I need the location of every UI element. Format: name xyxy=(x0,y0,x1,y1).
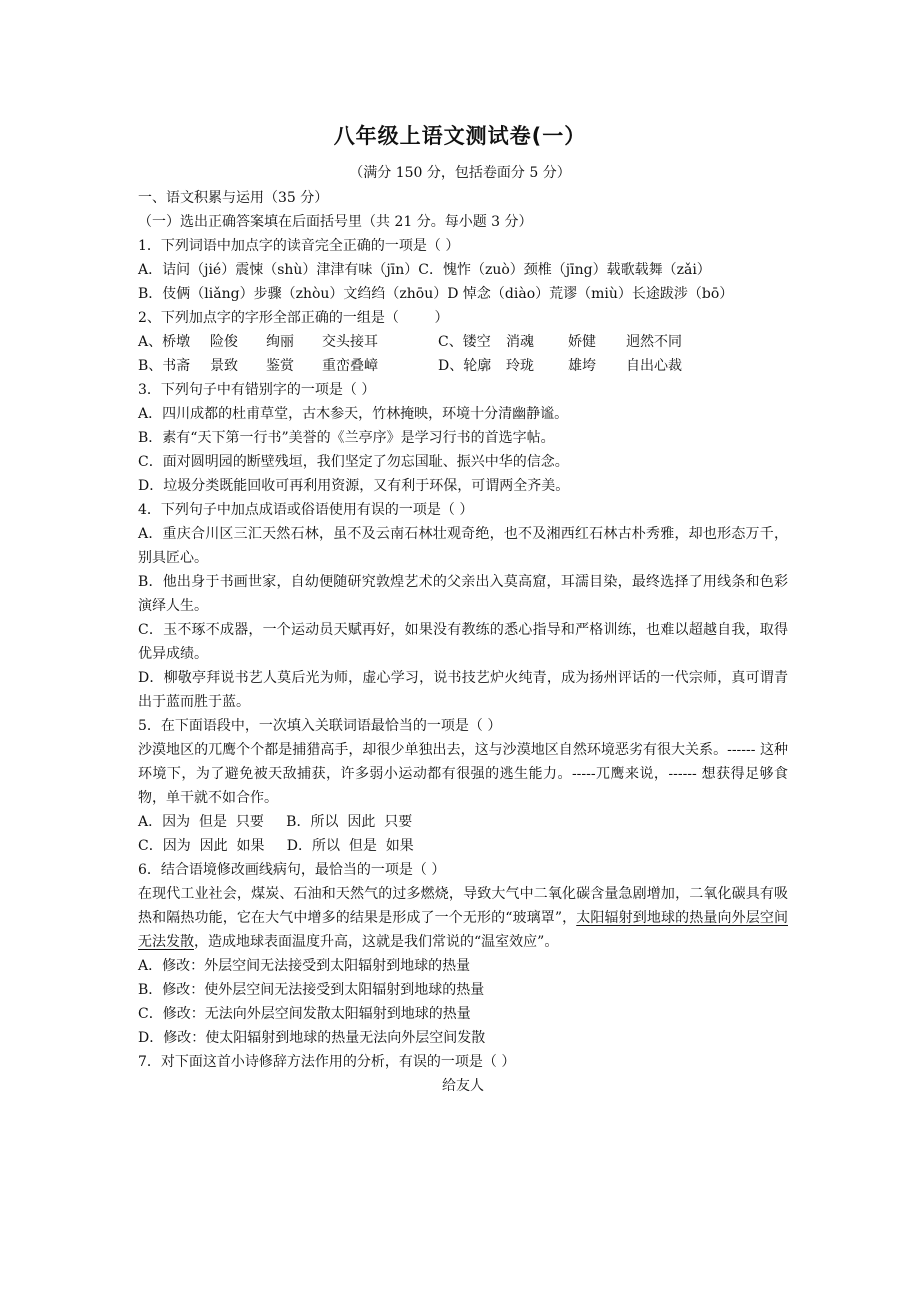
q6-option-b: B．修改：使外层空间无法接受到太阳辐射到地球的热量 xyxy=(138,982,485,998)
q3-stem: 3．下列句子中有错别字的一项是（ ） xyxy=(138,382,376,398)
q2-c-word: 迥然不同 xyxy=(626,334,682,350)
q7-stem: 7．对下面这首小诗修辞方法作用的分析，有误的一项是（ ） xyxy=(138,1054,516,1070)
q4-option-d: D．柳敬亭拜说书艺人莫后光为师，虚心学习，说书技艺炉火纯青，成为扬州评话的一代宗师，真可谓青出于蓝而胜于蓝。 xyxy=(138,670,788,710)
q2-b-word: 景致 xyxy=(210,358,238,374)
q2-stem: 2、下列加点字的字形全部正确的一组是（ ） xyxy=(138,310,449,326)
q2-a-word: A、桥墩 xyxy=(138,334,191,350)
q5-passage: 沙漠地区的兀鹰个个都是捕猎高手，却很少单独出去，这与沙漠地区自然环境恶劣有很大关系。------ 这种环境下，为了避免被天敌捕获，许多弱小运动都有很强的逃生能力。-----兀鹰来说，------ 想获得足够食物，单干就不如合作。 xyxy=(138,742,788,806)
q4-stem: 4．下列句子中加点成语或俗语使用有误的一项是（ ） xyxy=(138,502,474,518)
q2-c-word: 娇健 xyxy=(568,334,596,350)
q4-option-c: C．玉不琢不成器，一个运动员天赋再好，如果没有教练的悉心指导和严格训练，也难以超越自我，取得优异成绩。 xyxy=(138,622,788,662)
q6-option-c: C．修改：无法向外层空间发散太阳辐射到地球的热量 xyxy=(138,1006,471,1022)
q6-option-a: A．修改：外层空间无法接受到太阳辐射到地球的热量 xyxy=(138,958,471,974)
q5-stem: 5．在下面语段中，一次填入关联词语最恰当的一项是（ ） xyxy=(138,718,502,734)
page-title: 八年级上语文测试卷(一） xyxy=(333,124,587,148)
q6-underlined-sentence: 太阳辐射到地球的热量向外层空间无法发散 xyxy=(138,910,788,950)
q3-option-b: B．素有“天下第一行书”美誉的《兰亭序》是学习行书的首选字帖。 xyxy=(138,430,555,446)
q3-option-d: D．垃圾分类既能回收可再利用资源，又有利于环保，可谓两全齐美。 xyxy=(138,478,570,494)
q5-options-ab: A．因为 但是 只要 B．所以 因此 只要 xyxy=(138,814,413,830)
q2-d-word: 玲珑 xyxy=(506,358,534,374)
q2-d-word: 雄垮 xyxy=(568,358,596,374)
q2-c-word: C、镂空 xyxy=(438,334,491,350)
q6-passage xyxy=(138,882,788,954)
section-subheading: （一）选出正确答案填在后面括号里（共 21 分。每小题 3 分） xyxy=(138,214,533,230)
q3-option-c: C．面对圆明园的断壁残垣，我们坚定了勿忘国耻、振兴中华的信念。 xyxy=(138,454,569,470)
q2-b-word: 重峦叠嶂 xyxy=(322,358,378,374)
q4-option-b: B．他出身于书画世家，自幼便随研究敦煌艺术的父亲出入莫高窟，耳濡目染，最终选择了用线条和色彩演绎人生。 xyxy=(138,574,788,614)
q2-a-word: 交头接耳 xyxy=(322,334,378,350)
q2-c-word: 消魂 xyxy=(506,334,534,350)
q2-row-a xyxy=(138,330,788,354)
exam-body xyxy=(138,186,788,1098)
q1-options-ac: A．诘问（jié）震悚（shù）津津有味（jīn）C．愧怍（zuò）颈椎（jīng）载歌载舞（zǎi） xyxy=(138,262,711,278)
section-heading: 一、语文积累与运用（35 分） xyxy=(138,190,329,206)
q2-d-word: 自出心裁 xyxy=(626,358,682,374)
q2-b-word: 鉴赏 xyxy=(266,358,294,374)
q5-options-cd: C．因为 因此 如果 D．所以 但是 如果 xyxy=(138,838,414,854)
q3-option-a: A．四川成都的杜甫草堂，古木参天，竹林掩映，环境十分清幽静谧。 xyxy=(138,406,569,422)
q2-b-word: B、书斋 xyxy=(138,358,191,374)
q2-d-word: D、轮廓 xyxy=(438,358,492,374)
q2-a-word: 险俊 xyxy=(210,334,238,350)
q6-stem: 6．结合语境修改画线病句，最恰当的一项是（ ） xyxy=(138,862,446,878)
q1-stem: 1．下列词语中加点字的读音完全正确的一项是（ ） xyxy=(138,238,460,254)
page-subtitle: （满分 150 分，包括卷面分 5 分） xyxy=(349,165,571,181)
q2-a-word: 绚丽 xyxy=(266,334,294,350)
q4-option-a: A．重庆合川区三汇天然石林，虽不及云南石林壮观奇绝，也不及湘西红石林古朴秀雅，却也形态万千，别具匠心。 xyxy=(138,526,788,566)
q1-options-bd: B．伎俩（liǎng）步骤（zhòu）文绉绉（zhōu）D 悼念（diào）荒谬（miù）长途跋涉（bō） xyxy=(138,286,734,302)
q7-poem-title: 给友人 xyxy=(442,1078,484,1094)
q2-row-b xyxy=(138,354,788,378)
q6-passage-pre: 在现代工业社会，煤炭、石油和天然气的过多燃烧，导致大气中二氧化碳含量急剧增加，二氧化碳具有吸热和隔热功能，它在大气中增多的结果是形成了一个无形的“玻璃罩”， xyxy=(138,886,788,926)
q6-passage-post: ，造成地球表面温度升高，这就是我们常说的“温室效应”。 xyxy=(194,934,559,950)
q6-option-d: D．修改：使太阳辐射到地球的热量无法向外层空间发散 xyxy=(138,1030,486,1046)
